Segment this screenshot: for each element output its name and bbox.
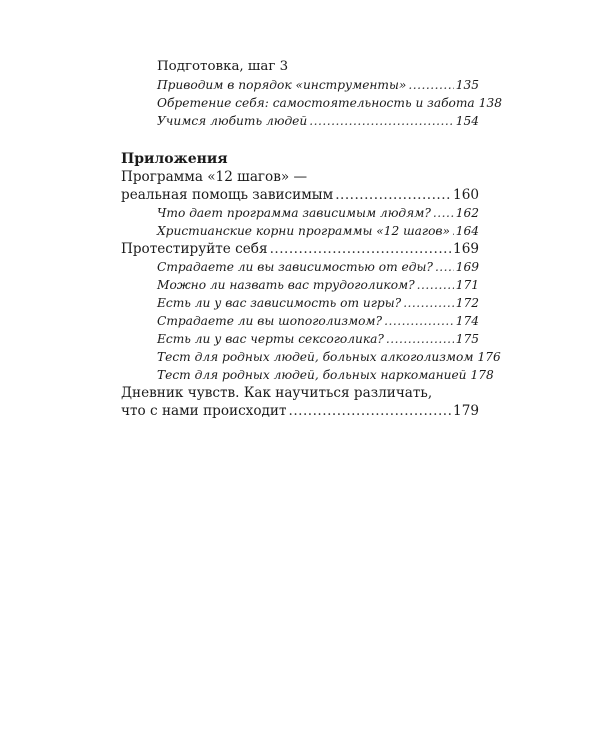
toc-entry — [121, 94, 502, 112]
toc-entry-page: 169 — [453, 241, 479, 257]
toc-entry-page: 178 — [470, 368, 494, 382]
toc-entry-page: 138 — [478, 96, 502, 110]
toc-entry-title: Дневник чувств. Как научиться различать, — [121, 385, 433, 401]
toc-entry — [121, 258, 479, 276]
toc-entry — [121, 186, 479, 204]
dot-leader — [335, 186, 451, 204]
toc-entry-page: 164 — [455, 224, 479, 238]
toc-entry — [121, 312, 479, 330]
toc-entry-title: Программа «12 шагов» — — [121, 169, 308, 185]
toc-entry-title: Христианские корни программы «12 шагов» — [157, 224, 450, 238]
toc-entry-page: 160 — [453, 187, 479, 203]
toc-entry — [121, 348, 501, 366]
toc-entry — [121, 76, 479, 94]
dot-leader — [408, 76, 453, 94]
toc-entry-title: Страдаете ли вы шопоголизмом? — [157, 314, 383, 328]
dot-leader — [417, 276, 454, 294]
toc-entry — [121, 276, 479, 294]
toc-heading-appendix — [121, 150, 479, 168]
toc-entry — [121, 240, 479, 258]
toc-entry-page: 154 — [455, 114, 479, 128]
toc-entry — [121, 204, 479, 222]
toc-entry — [121, 402, 479, 420]
toc-entry-page: 176 — [477, 350, 501, 364]
toc-entry-page: 172 — [455, 296, 479, 310]
toc-entry-page: 135 — [455, 78, 479, 92]
toc-entry-title: Учимся любить людей — [157, 114, 308, 128]
dot-leader — [452, 222, 454, 240]
toc-entry-title: Тест для родных людей, больных алкоголизмом — [157, 350, 474, 364]
dot-leader — [433, 204, 454, 222]
toc-entry-page: 175 — [455, 332, 479, 346]
toc-entry-title: Страдаете ли вы зависимостью от еды? — [157, 260, 433, 274]
dot-leader — [270, 240, 451, 258]
dot-leader — [309, 112, 454, 130]
toc-entry-page: 171 — [455, 278, 479, 292]
dot-leader — [403, 294, 454, 312]
toc-entry-title: Что дает программа зависимым людям? — [157, 206, 431, 220]
dot-leader — [289, 402, 452, 420]
toc-entry — [121, 222, 479, 240]
toc-entry — [121, 330, 479, 348]
toc-entry — [121, 168, 479, 186]
toc-entry-title: Тест для родных людей, больных наркоманией — [157, 368, 467, 382]
dot-leader — [384, 312, 454, 330]
dot-leader — [386, 330, 454, 348]
dot-leader — [435, 258, 454, 276]
toc-entry-title: Приводим в порядок «инструменты» — [157, 78, 407, 92]
toc-entry-page: 174 — [455, 314, 479, 328]
toc-entry-page: 169 — [455, 260, 479, 274]
toc-entry — [121, 384, 479, 402]
toc-entry-title: реальная помощь зависимым — [121, 187, 334, 203]
toc-section-prep — [121, 58, 479, 76]
toc-entry-title: Подготовка, шаг 3 — [157, 59, 289, 74]
toc-entry-title: что с нами происходит — [121, 403, 287, 419]
toc-entry-title: Есть ли у вас черты сексоголика? — [157, 332, 384, 346]
toc-entry — [121, 366, 494, 384]
toc-entry-page: 162 — [455, 206, 479, 220]
toc-entry-title: Протестируйте себя — [121, 241, 268, 257]
toc-heading: Приложения — [121, 151, 228, 167]
toc-entry — [121, 112, 479, 130]
toc-entry-title: Можно ли назвать вас трудоголиком? — [157, 278, 415, 292]
toc-entry-title: Есть ли у вас зависимость от игры? — [157, 296, 402, 310]
toc-entry — [121, 294, 479, 312]
toc-entry-title: Обретение себя: самостоятельность и забота — [157, 96, 475, 110]
table-of-contents — [121, 58, 502, 420]
toc-entry-page: 179 — [453, 403, 479, 419]
